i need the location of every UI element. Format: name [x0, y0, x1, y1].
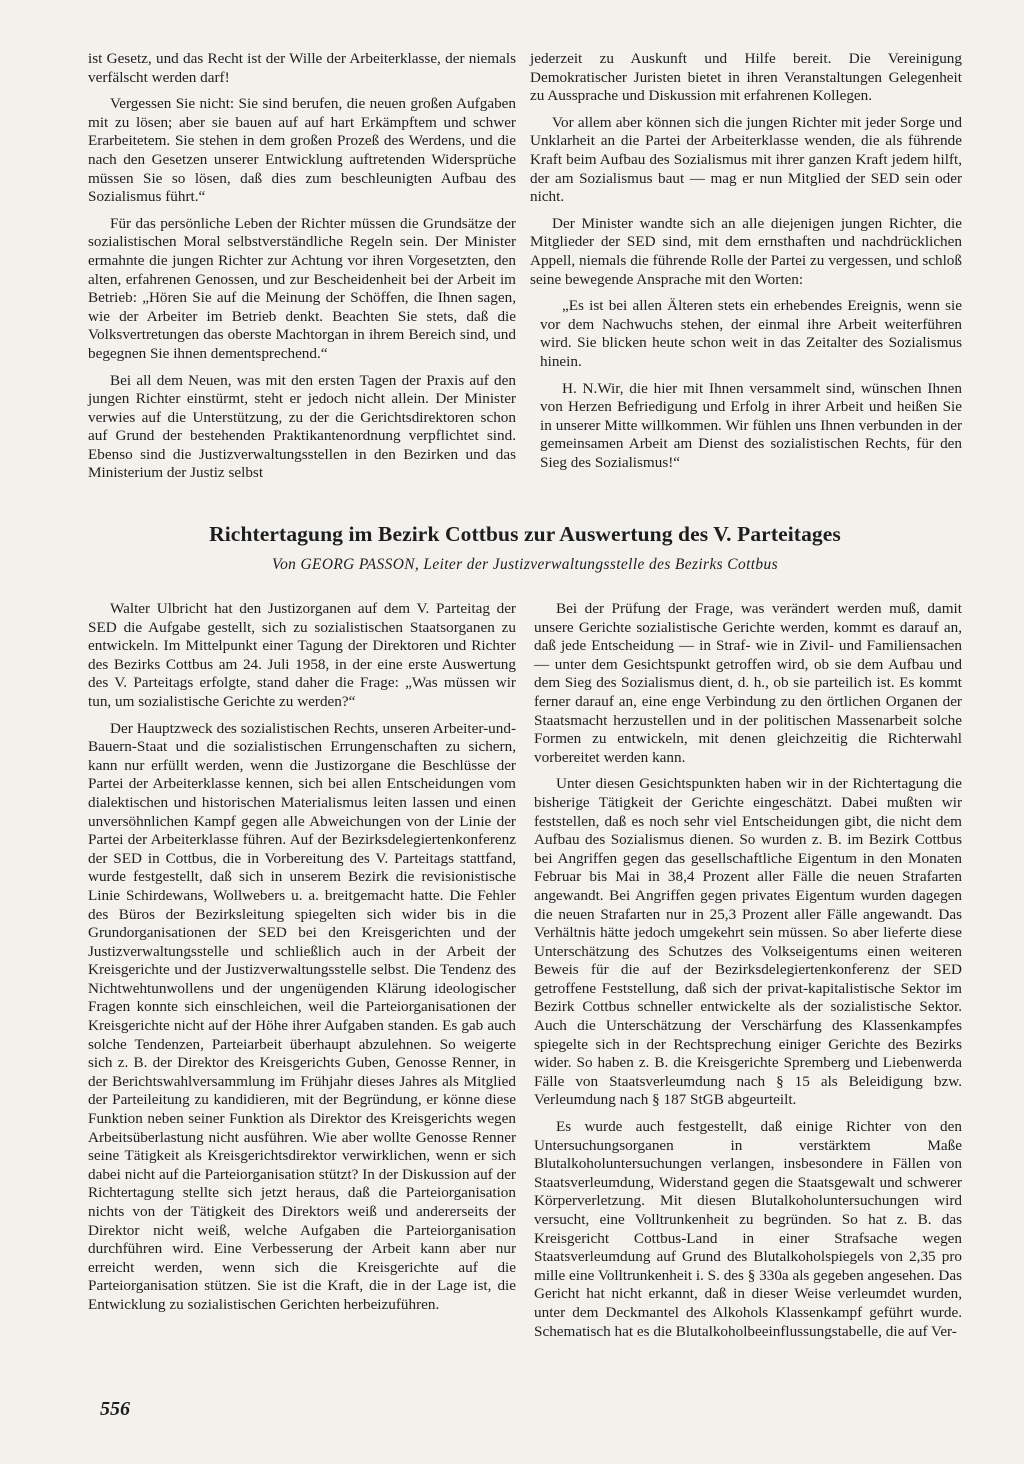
- paragraph: Vor allem aber können sich die jungen Richter mit jeder Sorge und Unklarheit an die Partei der Arbeiterklasse wenden, die als führende Kraft beim Aufbau des Sozialismus mit ihrer ganzen Kraft jedem hilft, der am Sozialismus baut — mag er nun Mitglied der SED sein oder nicht.: [530, 113, 962, 206]
- paragraph: Bei all dem Neuen, was mit den ersten Tagen der Praxis auf den jungen Richter einstürmt, steht er jedoch nicht allein. Der Minister verwies auf die Unterstützung, zu der die Gerichtsdirektoren schon auf Grund der bestehenden Praktikantenordnung verpflichtet sind. Ebenso sind die Justizverwaltungsstellen in den Bezirken und das Ministerium der Justiz selbst: [88, 371, 516, 482]
- paragraph: Vergessen Sie nicht: Sie sind berufen, die neuen großen Aufgaben mit zu lösen; aber sie bauen auf auf hart Erkämpftem und schwer Erarbeitetem. Sie stehen in dem großen Prozeß des Werdens, und die nach den Gesetzen unserer Entwicklung auftretenden Widersprüche müssen Sie so lösen, daß dies zum beschleunigten Aufbau des Sozialismus führt.“: [88, 95, 516, 206]
- paragraph: Für das persönliche Leben der Richter müssen die Grundsätze der sozialistischen Moral selbstverständliche Regeln sein. Der Minister ermahnte die jungen Richter zur Achtung vor ihren Vorgesetzten, den alten, erfahrenen Genossen, und zur Bescheidenheit bei der Arbeit im Betrieb: „Hören Sie auf die Meinung der Schöffen, die Ihnen sagen, wie der Arbeiter im Betrieb denkt. Beachten Sie stets, daß die Volksvertretungen das oberste Machtorgan in ihrem Bereich sind, und begegnen Sie ihnen dementsprechend.“: [88, 214, 516, 362]
- column-bottom-left: [88, 600, 516, 1323]
- paragraph: Bei der Prüfung der Frage, was verändert werden muß, damit unsere Gerichte sozialistische Gerichte werden, kommt es darauf an, daß jede Entscheidung — in Straf- wie in Zivil- und Familiensachen — unter dem Gesichtspunkt getroffen wird, ob sie dem Aufbau und dem Sieg des Sozialismus dient, d. h., ob sie parteilich ist. Es kommt ferner darauf an, eine enge Verbindung zu den örtlichen Organen der Staatsmacht herzustellen und in der politischen Massenarbeit solche Formen zu entwickeln, mit denen gleichzeitig die Richterwahl vorbereitet werden kann.: [534, 600, 962, 766]
- quote-paragraph-final: [530, 380, 962, 473]
- paragraph: ist Gesetz, und das Recht ist der Wille der Arbeiterklasse, der niemals verfälscht werden darf!: [88, 50, 516, 86]
- paragraph: Der Minister wandte sich an alle diejenigen jungen Richter, die Mitglieder der SED sind, mit dem ernsthaften und nachdrücklichen Appell, niemals die führende Rolle der Partei zu vergessen, und schloß seine bewegende Ansprache mit den Worten:: [530, 214, 962, 288]
- signature-initials: H. N.: [562, 379, 598, 397]
- paragraph: Walter Ulbricht hat den Justizorganen auf dem V. Parteitag der SED die Aufgabe gestellt, sich zu sozialistischen Staatsorganen zu entwickeln. Im Mittelpunkt einer Tagung der Direktoren und Richter des Bezirks Cottbus am 24. Juli 1958, in der eine erste Auswertung des V. Parteitags erfolgte, stand daher die Frage: „Was müssen wir tun, um sozialistische Gerichte zu werden?“: [88, 600, 516, 710]
- paragraph: Es wurde auch festgestellt, daß einige Richter von den Untersuchungsorganen in verstärktem Maße Blutalkoholuntersuchungen verlangen, insbesondere in Fällen von Staatsverleumdung, Widerstand gegen die Staatsgewalt und schwerer Körperverletzung. Mit diesen Blutalkoholuntersuchungen wird versucht, eine Volltrunkenheit zu begründen. So hat z. B. das Kreisgericht Cottbus-Land in einer Strafsache wegen Staatsverleumdung auf Grund des Blutalkoholspiegels von 2,35 pro mille eine Volltrunkenheit i. S. des § 330a als gegeben angesehen. Das Gericht hat nicht erkannt, daß in dieser Weise verleumdet wurden, unter dem Deckmantel des Alkohols Klassenkampf geführt wurde. Schematisch hat es die Blutalkoholbeeinflussungstabelle, die auf Ver-: [534, 1118, 962, 1340]
- paragraph: Unter diesen Gesichtspunkten haben wir in der Richtertagung die bisherige Tätigkeit der Gerichte eingeschätzt. Dabei mußten wir feststellen, daß es noch sehr viel Entscheidungen gibt, die nicht dem Aufbau des Sozialismus dienen. So wurden z. B. im Bezirk Cottbus bei Angriffen gegen das gesellschaftliche Eigentum in den Monaten Februar bis Mai in 38,4 Prozent aller Fälle die neuen Strafarten angewandt. Bei Angriffen gegen privates Eigentum wurden dagegen die neuen Strafarten nur in 25,3 Prozent aller Fälle angewandt. Das Verhältnis hätte jedoch umgekehrt sein müssen. So aber lieferte diese Unterschätzung des Schutzes des Volkseigentums einen weiteren Beweis für die auf der Bezirksdelegiertenkonferenz der SED getroffene Feststellung, daß sich der privat-kapitalistische Sektor im Bezirk Cottbus schneller entwickelte als der sozialistische Sektor. Auch die Unterschätzung der Verschärfung des Klassenkampfes spiegelte sich in der Rechtsprechung einiger Gerichte des Bezirks wider. So haben z. B. die Kreisgerichte Spremberg und Liebenwerda Fälle von Staatsverleumdung nach § 15 als Beleidigung bzw. Verleumdung nach § 187 StGB abgeurteilt.: [534, 775, 962, 1109]
- column-top-left: [88, 50, 516, 491]
- article-headline: Richtertagung im Bezirk Cottbus zur Auswertung des V. Parteitages: [209, 522, 841, 546]
- paragraph: jederzeit zu Auskunft und Hilfe bereit. Die Vereinigung Demokratischer Juristen bietet in ihren Veranstaltungen Gelegenheit zu Aussprache und Diskussion mit erfahrenen Kollegen.: [530, 50, 962, 105]
- paragraph: Der Hauptzweck des sozialistischen Rechts, unseren Arbeiter-und-Bauern-Staat und die sozialistischen Errungenschaften zu sichern, kann nur erfüllt werden, wenn die Justizorgane die Beschlüsse der Partei der Arbeiterklasse kennen, sich bei allen Entscheidungen vom dialektischen und historischen Materialismus leiten lassen und einen unversöhnlichen Kampf gegen alle Abweichungen von der Linie der Partei der Arbeiterklasse führen. Auf der Bezirksdelegiertenkonferenz der SED in Cottbus, die in Vorbereitung des V. Parteitags stattfand, wurde festgestellt, daß sich in unserem Bezirk die revisionistische Linie Schirdewans, Wollwebers u. a. breitgemacht hatte. Die Fehler des Büros der Bezirksleitung spiegelten sich wider bis in die Grundorganisationen der SED bei den Kreisgerichten und der Justizverwaltungsstelle und schließlich auch in der Arbeit der Kreisgerichte und der Justizverwaltungsstelle selbst. Die Tendenz des Nichtwehtunwollens und der ungenügenden Klärung ideologischer Fragen konnte sich einschleichen, weil die Parteiorganisationen der Kreisgerichte nicht auf der Höhe ihrer Aufgaben standen. Es gab auch solche Tendenzen, Parteiarbeit überhaupt abzulehnen. So weigerte sich z. B. der Direktor des Kreisgerichts Guben, Genosse Renner, in der Berichtswahlversammlung im Frühjahr dieses Jahres als Mitglied der Parteileitung zu kandidieren, mit der Begründung, er könne diese Funktion neben seiner Funktion als Direktor des Kreisgerichts wegen Arbeitsüberlastung nicht ausführen. Wie aber wollte Genosse Renner seine Tätigkeit als Kreisgerichtsdirektor verwirklichen, wenn er sich dabei nicht auf die Parteiorganisation stützt? In der Diskussion auf der Richtertagung stellte sich jetzt heraus, daß die Parteiorganisation nichts von der Tätigkeit des Direktors weiß und andererseits der Direktor nicht weiß, welche Aufgaben die Parteiorganisation durchführen wird. Eine Verbesserung der Arbeit kann aber nur erreicht werden, wenn sich die Kreisgerichte auf die Parteiorganisation stützen. Sie ist die Kraft, die in der Lage ist, die Entwicklung zu sozialistischen Gerichten herbeizuführen.: [88, 719, 516, 1313]
- column-top-right: [530, 50, 962, 480]
- quote-paragraph: „Es ist bei allen Älteren stets ein erhebendes Ereignis, wenn sie vor dem Nachwuchs stehen, der einmal ihre Arbeit weiterführen wird. Sie blicken heute schon weit in das Zeitalter des Sozialismus hinein.: [540, 297, 962, 370]
- page-number: 556: [100, 1398, 130, 1420]
- quote-text: Wir, die hier mit Ihnen versammelt sind, wünschen Ihnen von Herzen Befriedigung und Erfolg in ihrer Arbeit und heißen Sie in unserer Mitte willkommen. Wir fühlen uns Ihnen verbunden in der gemeinsamen Arbeit am Dienst des sozialistischen Rechts, für den Sieg des Sozialismus!“: [540, 379, 962, 471]
- article-byline: Von GEORG PASSON, Leiter der Justizverwaltungsstelle des Bezirks Cottbus: [271, 556, 779, 573]
- column-bottom-right: [534, 600, 962, 1349]
